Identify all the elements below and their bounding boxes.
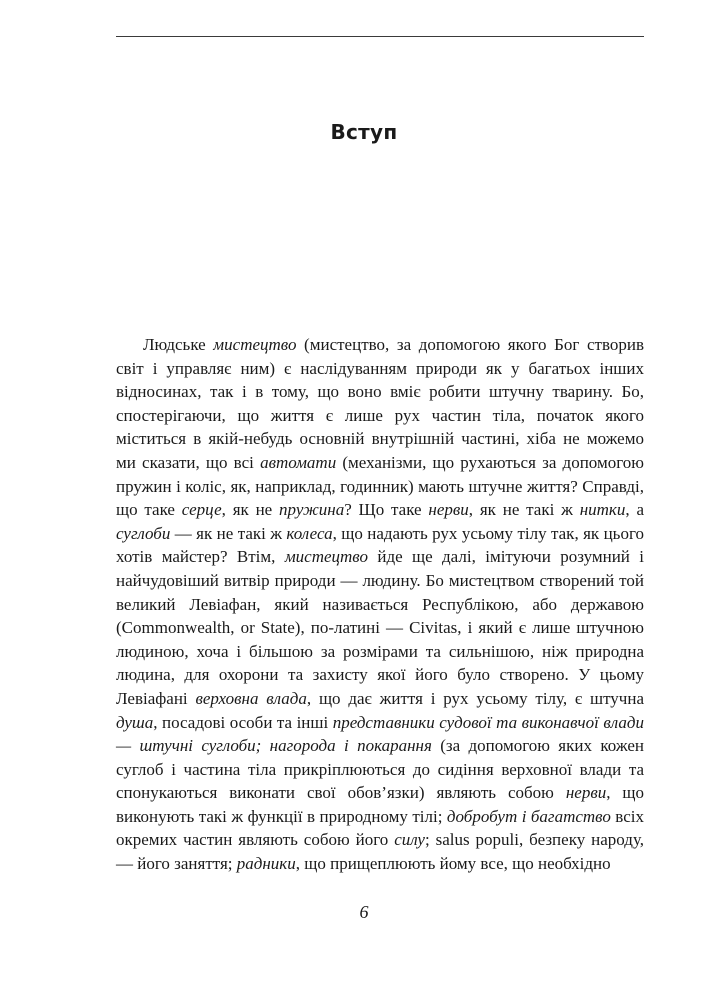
italic-run: серце: [181, 500, 222, 520]
text-run: , що виконують такі ж функції в природному тілі;: [116, 783, 644, 826]
text-run: , що дає життя і рух усьому тілу, є штучна: [306, 688, 644, 708]
italic-run: мистецтво: [284, 547, 368, 567]
italic-run: пружина: [279, 500, 345, 520]
italic-run: мистецтво: [213, 335, 297, 354]
text-run: , як не такі ж: [468, 500, 580, 520]
italic-run: автомати: [260, 452, 337, 472]
text-run: (мистецтво, за допомогою якого Бог створив світ і управляє ним) є наслідуванням природи як у багатьох інших відносинах, так і в тому, що воно вміє робити штучну тварину. Бо, спостерігаючи, що життя є лише рух частин тіла, початок якого міститься в якій-небудь основній внутрішній частині, хіба не можемо ми сказати, що всі: [116, 335, 644, 472]
italic-run: представники судової та виконавчої влади — штучні суглоби; нагорода і покарання: [116, 712, 644, 756]
italic-run: нерви: [428, 500, 469, 520]
text-run: , що надають рух усьому тілу так, як цього хотів майстер? Втім,: [116, 523, 644, 567]
italic-run: нитки: [579, 500, 626, 520]
text-run: , посадові особи та інші: [153, 712, 333, 732]
chapter-title: Вступ: [330, 120, 398, 144]
text-run: (механізми, що рухаються за допомогою пружин і коліс, як, наприклад, годинник) мають штучне життя? Справді, що таке: [116, 452, 644, 520]
text-run: (за допомогою яких кожен суглоб і частина тіла прикріплюються до сидіння верховної влади та спонукаються виконати свої обов’язки) являють собою: [116, 736, 644, 803]
italic-run: душа: [116, 712, 154, 732]
text-run: Людське: [143, 335, 214, 354]
text-run: всіх окремих частин являють собою його: [116, 806, 644, 850]
text-run: — як не такі ж: [170, 523, 287, 543]
text-run: , а: [625, 500, 644, 520]
text-run: , що прищеплюють йому все, що необхідно: [295, 854, 611, 874]
header-rule: [116, 36, 644, 37]
italic-run: верховна влада: [195, 688, 307, 708]
italic-run: колеса: [286, 523, 333, 543]
italic-run: радники: [236, 854, 296, 874]
italic-run: силу: [394, 830, 425, 850]
paragraph: [116, 333, 644, 876]
text-run: , як не: [221, 500, 280, 520]
page-number: 6: [359, 902, 369, 922]
body-text: [116, 333, 644, 876]
italic-run: нерви: [565, 783, 607, 803]
text-run: йде ще далі, імітуючи розумний і найчудовіший витвір природи — людину. Бо мистецтвом створений той великий Левіафан, який називається Республікою, або державою (Commonwealth, or State), по-латині — Civitas, і який є лише штучною людиною, хоча і більшою за розмірами та сильнішою, ніж природна людина, для охорони та захисту якої його було створено. У цьому Левіафані: [116, 547, 644, 708]
text-run: ; salus populi, безпеку народу, — його заняття;: [116, 830, 644, 874]
text-run: ? Що таке: [344, 500, 429, 520]
italic-run: суглоби: [116, 523, 171, 543]
italic-run: добробут і багатство: [446, 806, 611, 826]
